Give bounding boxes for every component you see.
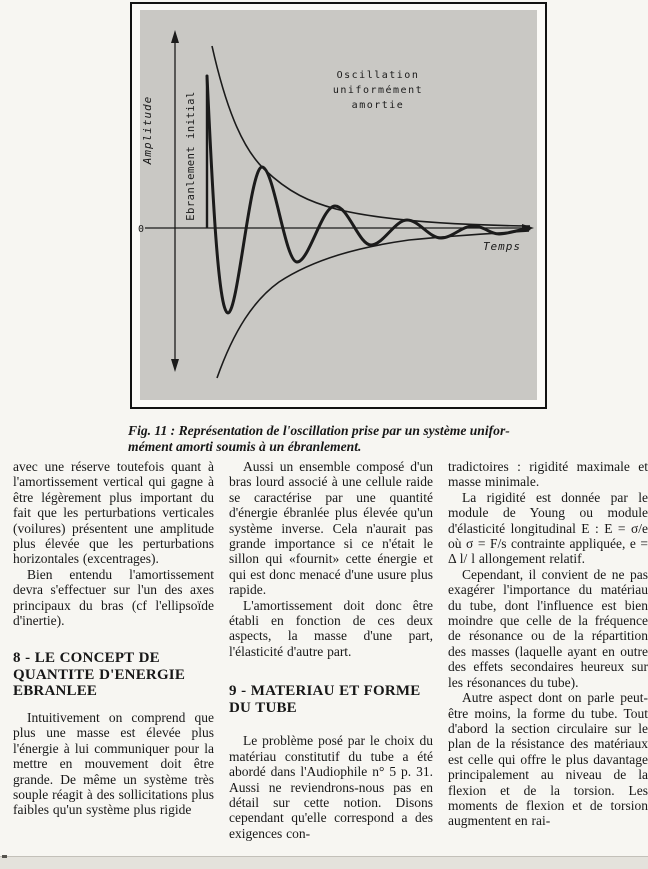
heading-line: EBRANLEE (13, 683, 98, 700)
paragraph: Autre aspect dont on parle peut-être moins, la forme du tube. Tout d'abord la section circulaire sur le plan de la résistance des matériaux est celle qui offre le plus davantage principalement au niveau de la flexion et de la torsion. Les moments de flexion et de torsion augmentent en rai- (448, 690, 648, 829)
scan-edge-band (0, 856, 648, 869)
paragraph: Intuitivement on comprend que plus une masse est élevée plus l'énergie à lui communiquer pour la mettre en mouvement doit être grande. De même un système très souple réagit à des sollicitations plus faibles qu'un système plus rigide (13, 709, 214, 818)
paragraph: L'amortissement doit donc être établi en fonction de ces deux aspects, la masse d'une part, l'élasticité d'autre part. (229, 597, 433, 659)
annotation-line-1: Oscillation (336, 70, 420, 81)
heading-line: QUANTITE D'ENERGIE (13, 666, 186, 683)
annotation-line-3: amortie (351, 100, 405, 111)
damped-oscillation-chart (132, 4, 545, 407)
column-right (448, 459, 648, 856)
figure-caption-line-1: Fig. 11 : Représentation de l'oscillation prise par un système unifor- (128, 423, 510, 438)
heading-line: 9 - MATERIAU ET FORME (229, 683, 421, 700)
column-left (13, 459, 214, 856)
heading-line: 8 - LE CONCEPT DE (13, 650, 160, 667)
section-heading-9 (229, 683, 433, 716)
section-heading-8 (13, 650, 214, 700)
figure-caption-line-2: mément amorti soumis à un ébranlement. (128, 438, 362, 454)
scan-speck (2, 855, 7, 858)
figure-frame (130, 2, 547, 409)
y-axis-label: Amplitude (141, 95, 154, 165)
x-axis-label: Temps (482, 240, 522, 253)
paragraph: Le problème posé par le choix du matériau constitutif du tube a été abordé dans l'Audiophile n° 5 p. 31. Aussi ne reviendrons-nous pas en détail sur cette notion. Disons cependant qu'elle correspond a des exigences con- (229, 733, 433, 841)
paragraph: Aussi un ensemble composé d'un bras lourd associé à une cellule raide se caractérise par une quantité d'énergie ébranlée plus élevée qu'un système inverse. Cela n'aurait pas grande importance si ce n'était le sillon qui «fournit» cette énergie et qui est donc menacé d'une usure plus rapide. (229, 459, 433, 598)
paragraph: Bien entendu l'amortissement devra s'effectuer sur l'un des axes principaux du bras (cf l'ellipsoïde d'inertie). (13, 566, 214, 629)
plot-background (137, 10, 537, 400)
paragraph: avec une réserve toutefois quant à l'amortissement vertical qui gagne à être légèrement plus important du fait que les perturbations verticales (voilures) présentent une amplitude plus élevée que les perturbations horizontales (excentrages). (13, 459, 214, 567)
origin-label: 0 (137, 224, 145, 235)
figure-caption (128, 423, 638, 454)
paragraph: La rigidité est donnée par le module de Young ou module d'élasticité longitudinal E : E = σ/e où σ = F/s contrainte appliquée, e = Δ l/ l allongement relatif. (448, 489, 648, 567)
annotation-line-2: uniformément (332, 85, 424, 96)
paragraph: tradictoires : rigidité maximale et masse minimale. (448, 459, 648, 490)
impulse-label: Ebranlement initial (185, 91, 197, 221)
heading-line: DU TUBE (229, 699, 297, 716)
paragraph: Cependant, il convient de ne pas exagérer l'importance du matériau du tube, dont l'influence est bien moindre que celle de la fréquence de résonance ou de la répartition des masses (laquelle ayant en outre des effets secondaires heureux sur les résonances du tube). (448, 566, 648, 690)
column-middle (229, 459, 433, 856)
